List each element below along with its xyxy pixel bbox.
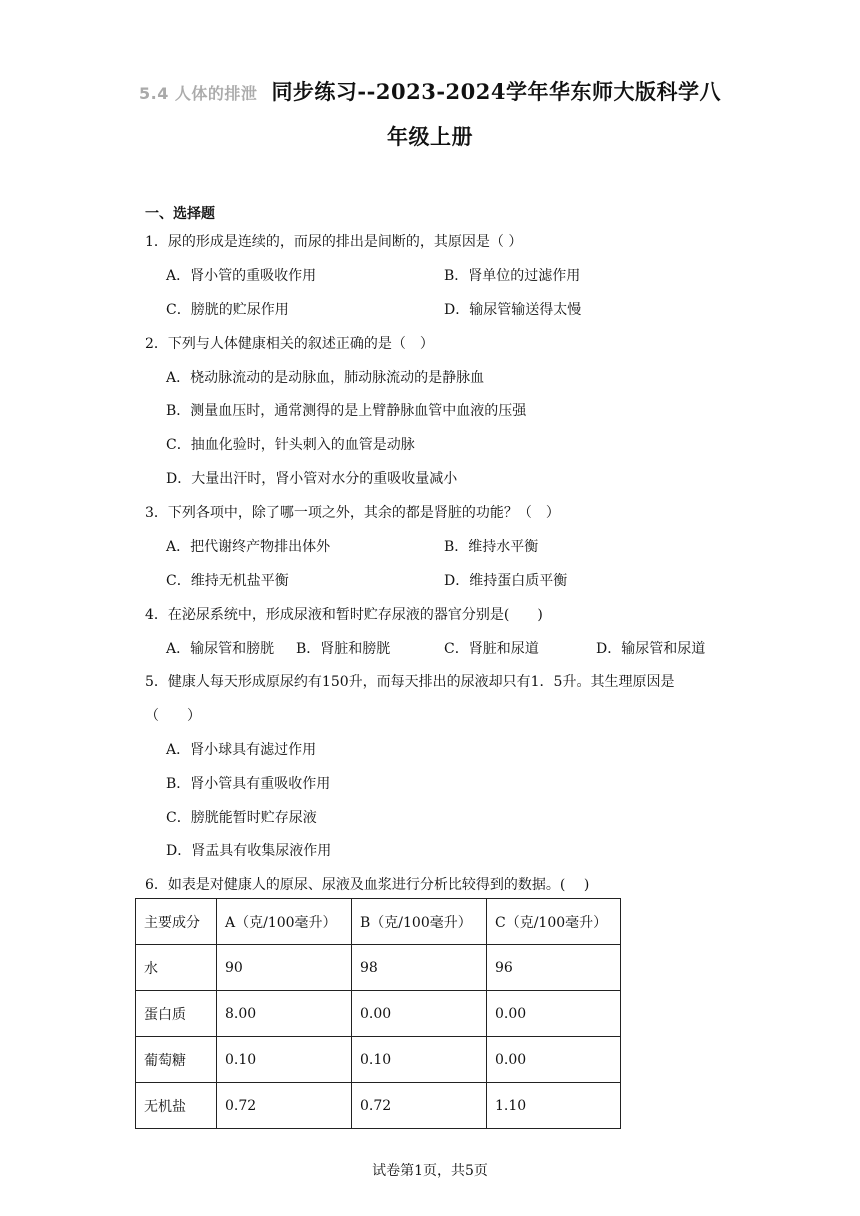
question-5-option-a: A．肾小球具有滤过作用 — [166, 742, 317, 758]
table-cell: 0.72 — [352, 1083, 487, 1129]
question-1-option-c: C．膀胱的贮尿作用 — [166, 302, 289, 318]
question-4-option-a: A．输尿管和膀胱 — [166, 641, 275, 657]
table-header-cell: A（克/100毫升） — [217, 899, 352, 945]
table-cell: 0.00 — [487, 991, 621, 1037]
question-6-stem: 6．如表是对健康人的原尿、尿液及血浆进行分析比较得到的数据。( ) — [145, 877, 590, 893]
table-row — [136, 1037, 621, 1083]
table-cell: 90 — [217, 945, 352, 991]
question-5-stem: 5．健康人每天形成原尿约有150升，而每天排出的尿液却只有1．5升。其生理原因是 — [145, 674, 675, 690]
question-2-option-d: D．大量出汗时，肾小管对水分的重吸收量减小 — [166, 471, 458, 487]
table-header-cell: C（克/100毫升） — [487, 899, 621, 945]
question-1-option-a: A．肾小管的重吸收作用 — [166, 268, 317, 284]
question-3-stem: 3．下列各项中，除了哪一项之外，其余的都是肾脏的功能？（ ） — [145, 505, 560, 521]
question-1-stem: 1．尿的形成是连续的，而尿的排出是间断的，其原因是（ ） — [145, 234, 523, 250]
question-1-option-d: D．输尿管输送得太慢 — [444, 302, 582, 318]
question-5-option-c: C．膀胱能暂时贮存尿液 — [166, 810, 317, 826]
question-3-option-c: C．维持无机盐平衡 — [166, 573, 289, 589]
question-5-stem-continued: （ ） — [145, 708, 201, 724]
question-5-option-b: B．肾小管具有重吸收作用 — [166, 776, 331, 792]
table-cell: 96 — [487, 945, 621, 991]
question-2-option-b: B．测量血压时，通常测得的是上臂静脉血管中血液的压强 — [166, 403, 527, 419]
section-heading: 一、选择题 — [145, 206, 215, 222]
table-cell: 0.00 — [487, 1037, 621, 1083]
question-3-option-a: A．把代谢终产物排出体外 — [166, 539, 331, 555]
title-text-1: 同步练习--2023-2024学年华东师大版科学八 — [271, 79, 721, 104]
table-cell: 无机盐 — [136, 1083, 217, 1129]
table-cell: 98 — [352, 945, 487, 991]
page-footer: 试卷第1页，共5页 — [372, 1163, 488, 1179]
question-2-option-a: A．桡动脉流动的是动脉血，肺动脉流动的是静脉血 — [166, 370, 485, 386]
table-cell: 0.00 — [352, 991, 487, 1037]
question-4-option-b: B．肾脏和膀胱 — [296, 641, 391, 657]
table-header-row — [136, 899, 621, 945]
table-header-cell: 主要成分 — [136, 899, 217, 945]
question-5-option-d: D．肾盂具有收集尿液作用 — [166, 843, 332, 859]
question-4-option-d: D．输尿管和尿道 — [596, 641, 706, 657]
table-header-cell: B（克/100毫升） — [352, 899, 487, 945]
table-cell: 0.72 — [217, 1083, 352, 1129]
question-1-option-b: B．肾单位的过滤作用 — [444, 268, 581, 284]
table-row — [136, 1083, 621, 1129]
table-cell: 蛋白质 — [136, 991, 217, 1037]
table-cell: 0.10 — [352, 1037, 487, 1083]
table-cell: 葡萄糖 — [136, 1037, 217, 1083]
table-cell: 水 — [136, 945, 217, 991]
question-2-stem: 2．下列与人体健康相关的叙述正确的是（ ） — [145, 336, 434, 352]
composition-table — [135, 898, 621, 1129]
question-3-option-b: B．维持水平衡 — [444, 539, 539, 555]
question-3-option-d: D．维持蛋白质平衡 — [444, 573, 568, 589]
lesson-subtitle: 5.4 人体的排泄 — [139, 84, 258, 103]
table-row — [136, 991, 621, 1037]
question-2-option-c: C．抽血化验时，针头刺入的血管是动脉 — [166, 437, 415, 453]
table-cell: 0.10 — [217, 1037, 352, 1083]
page-title-line-1 — [0, 76, 860, 106]
table-row — [136, 945, 621, 991]
question-4-option-c: C．肾脏和尿道 — [444, 641, 539, 657]
page-title-line-2: 年级上册 — [387, 124, 473, 149]
table-cell: 8.00 — [217, 991, 352, 1037]
table-cell: 1.10 — [487, 1083, 621, 1129]
question-4-stem: 4．在泌尿系统中，形成尿液和暂时贮存尿液的器官分别是( ) — [145, 607, 543, 623]
